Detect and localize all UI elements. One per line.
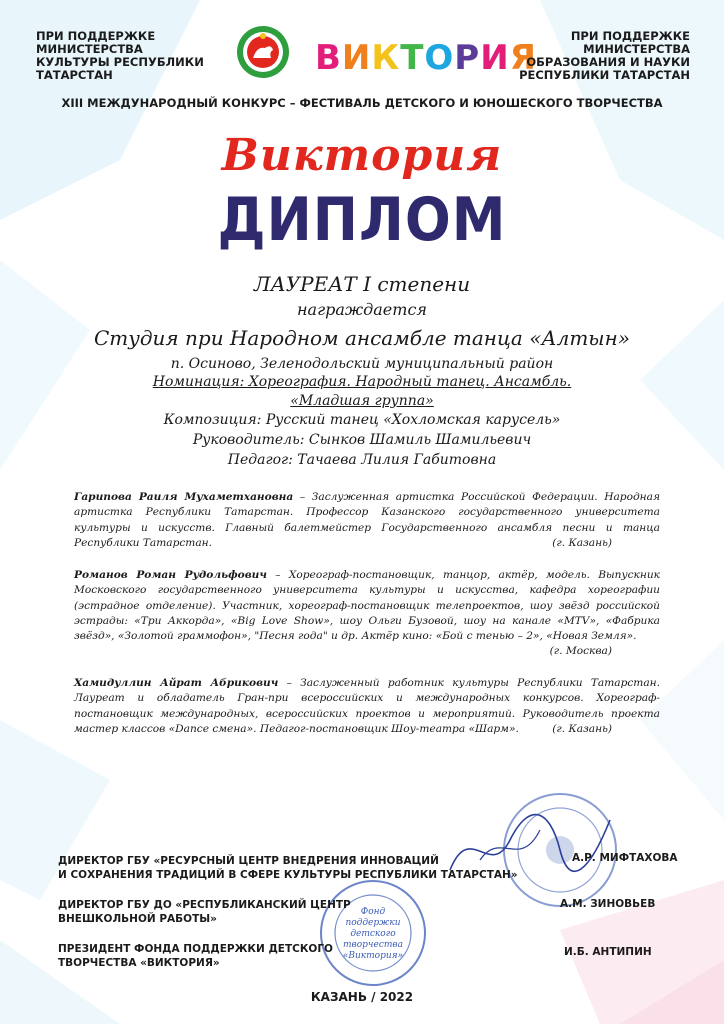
recipient-name: Студия при Народном ансамбле танца «Алтын» — [93, 326, 630, 350]
jury-city: (г. Казань) — [552, 536, 612, 549]
signature-name: А.М. ЗИНОВЬЕВ — [560, 898, 656, 910]
jury-bio: – Хореограф-постановщик, танцор, актёр, модель. Выпускник Московского государственного университета культуры и искусства, кафедра хореографии (эстрадное отделение). Участник, хореограф-постановщик телепроектов, шоу звёзд российской эстрады: «Три Аккорда», «Big Love Show», шоу Ольги Бузовой, шоу на канале «MTV», «Фабрика звёзд», «Золотой граммофон», "Песня года" и др. Актёр кино: «Бой с тенью – 2», «Новая Земля». — [74, 569, 660, 643]
script-title: Виктория — [221, 130, 503, 181]
signature-title: ДИРЕКТОР ГБУ ДО «РЕСПУБЛИКАНСКИЙ ЦЕНТР ВНЕШКОЛЬНОЙ РАБОТЫ» — [58, 899, 351, 925]
signature-name: А.Р. МИФТАХОВА — [572, 852, 678, 864]
header-left-line: МИНИСТЕРСТВА — [36, 42, 143, 56]
svg-text:«Виктория»: «Виктория» — [342, 951, 404, 961]
header-right-line: МИНИСТЕРСТВА — [583, 42, 690, 56]
recipient-location: п. Осиново, Зеленодольский муниципальный район — [170, 356, 554, 372]
header-left-line: ПРИ ПОДДЕРЖКЕ — [36, 29, 156, 43]
awarded-label: награждается — [296, 300, 427, 319]
jury-member — [74, 568, 660, 660]
jury-member — [74, 676, 660, 737]
header-right-line: ОБРАЗОВАНИЯ И НАУКИ — [526, 55, 690, 69]
footer-city-year: КАЗАНЬ / 2022 — [310, 990, 414, 1004]
support-ministry-education — [500, 30, 690, 82]
tatarstan-emblem-icon — [235, 24, 291, 80]
teacher-name: Педагог: Тачаева Лилия Габитовна — [227, 452, 497, 468]
jury-name: Гарипова Раиля Мухаметхановна — [74, 491, 294, 503]
header-left-line: КУЛЬТУРЫ РЕСПУБЛИКИ — [36, 55, 204, 69]
signature-title: ДИРЕКТОР ГБУ «РЕСУРСНЫЙ ЦЕНТР ВНЕДРЕНИЯ ИННОВАЦИЙ И СОХРАНЕНИЯ ТРАДИЦИЙ В СФЕРЕ КУЛЬТУРЫ РЕСПУБЛИКИ ТАТАРСТАН» — [58, 855, 518, 881]
header-right-line: ПРИ ПОДДЕРЖКЕ — [570, 29, 690, 43]
diploma-title: ДИПЛОМ — [217, 184, 507, 255]
svg-text:поддержки: поддержки — [345, 918, 401, 928]
laureate-degree: ЛАУРЕАТ I степени — [253, 272, 471, 296]
svg-text:детского: детского — [350, 929, 396, 939]
head-name: Руководитель: Сынков Шамиль Шамильевич — [192, 432, 532, 448]
support-ministry-culture — [36, 30, 226, 82]
signature-name: И.Б. АНТИПИН — [564, 946, 652, 958]
jury-bio: – Заслуженная артистка Российской Федерации. Народная артистка Республики Татарстан. Профессор Казанского государственного университета культуры и искусств. Главный балетмейстер Государственного ансамбля песни и танца Республики Татарстан. — [74, 491, 660, 549]
header-right-line: РЕСПУБЛИКИ ТАТАРСТАН — [519, 68, 690, 82]
jury-bio: – Заслуженный работник культуры Республики Татарстан. Лауреат и обладатель Гран-при всероссийских и международных конкурсов. Хореограф-постановщик международных, всероссийских проектов и мероприятий. Руководитель проекта мастер классов «Dance смена». Педагог-постановщик Шоу-театра «Шарм». — [74, 677, 660, 735]
signature-title: ПРЕЗИДЕНТ ФОНДА ПОДДЕРЖКИ ДЕТСКОГО ТВОРЧЕСТВА «ВИКТОРИЯ» — [58, 943, 333, 969]
jury-city: (г. Казань) — [552, 722, 612, 735]
jury-name: Хамидуллин Айрат Абрикович — [74, 677, 279, 689]
jury-member — [74, 490, 660, 551]
svg-text:творчества: творчества — [342, 940, 404, 950]
nomination: Номинация: Хореография. Народный танец. Ансамбль. — [152, 374, 572, 390]
age-group: «Младшая группа» — [290, 393, 434, 409]
svg-text:Фонд: Фонд — [360, 907, 386, 917]
composition: Композиция: Русский танец «Хохломская карусель» — [163, 412, 561, 428]
jury-city: (г. Москва) — [549, 645, 612, 658]
header-left-line: ТАТАРСТАН — [36, 68, 113, 82]
festival-title: XIII МЕЖДУНАРОДНЫЙ КОНКУРС – ФЕСТИВАЛЬ ДЕТСКОГО И ЮНОШЕСКОГО ТВОРЧЕСТВА — [61, 96, 663, 110]
stamp-seal-icon — [318, 878, 428, 988]
viktoria-logo: ВИКТОРИЯ — [315, 38, 537, 78]
jury-name: Романов Роман Рудольфович — [74, 569, 267, 581]
